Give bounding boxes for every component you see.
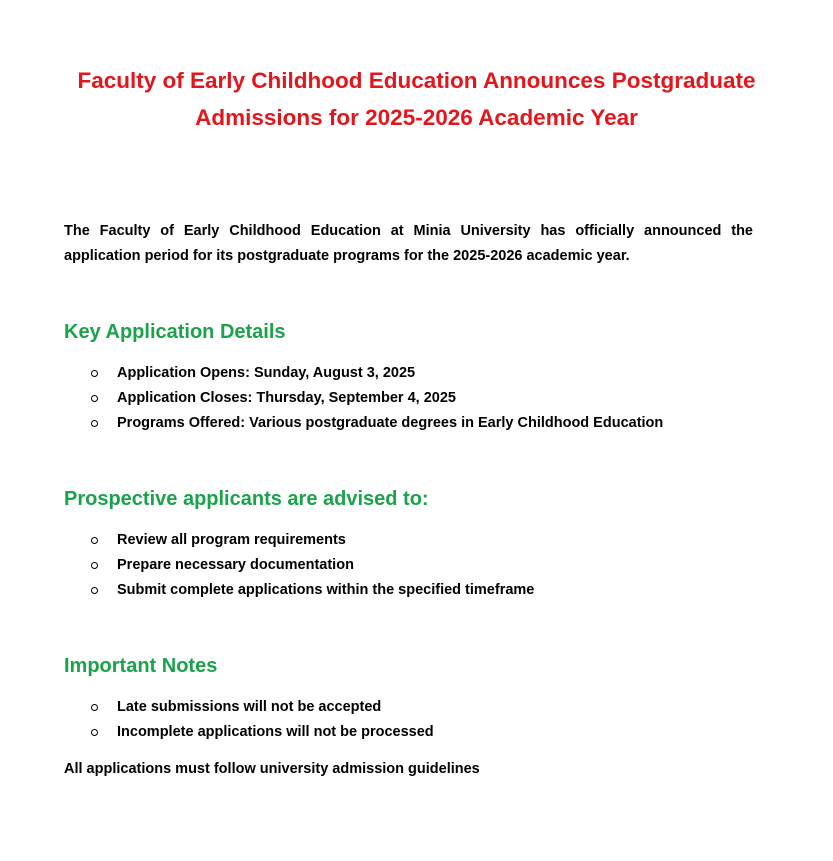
list-item — [64, 578, 764, 603]
intro-paragraph: The Faculty of Early Childhood Education at Minia University has officially announced the application period for its postgraduate programs for the 2025-2026 academic year. — [64, 223, 753, 264]
list-item — [64, 411, 764, 436]
list-item-text: Late submissions will not be accepted — [117, 699, 382, 715]
hollow-circle-bullet-icon — [91, 704, 98, 711]
list-item — [64, 361, 764, 386]
list-item-text: Programs Offered: Various postgraduate degrees in Early Childhood Education — [117, 415, 664, 431]
list-item — [64, 553, 764, 578]
hollow-circle-bullet-icon — [91, 562, 98, 569]
closing-statement: All applications must follow university admission guidelines — [64, 761, 480, 777]
hollow-circle-bullet-icon — [91, 420, 98, 427]
section-heading-prospective-applicants: Prospective applicants are advised to: — [64, 488, 429, 510]
list-item — [64, 720, 764, 745]
section-heading-key-application-details: Key Application Details — [64, 321, 286, 343]
list-item — [64, 695, 764, 720]
hollow-circle-bullet-icon — [91, 537, 98, 544]
hollow-circle-bullet-icon — [91, 395, 98, 402]
important-notes-list — [64, 695, 764, 745]
list-item-text: Application Closes: Thursday, September 4, 2025 — [117, 390, 456, 406]
list-item-text: Review all program requirements — [117, 532, 346, 548]
list-item-text: Submit complete applications within the specified timeframe — [117, 582, 535, 598]
list-item-text: Incomplete applications will not be processed — [117, 724, 434, 740]
list-item-text: Application Opens: Sunday, August 3, 2025 — [117, 365, 416, 381]
hollow-circle-bullet-icon — [91, 370, 98, 377]
key-application-details-list — [64, 361, 764, 436]
list-item-text: Prepare necessary documentation — [117, 557, 354, 573]
section-heading-important-notes: Important Notes — [64, 655, 218, 677]
list-item — [64, 528, 764, 553]
document-title: Faculty of Early Childhood Education Announces Postgraduate Admissions for 2025-2026 Academic Year — [77, 68, 756, 130]
prospective-applicants-list — [64, 528, 764, 603]
list-item — [64, 386, 764, 411]
hollow-circle-bullet-icon — [91, 587, 98, 594]
hollow-circle-bullet-icon — [91, 729, 98, 736]
